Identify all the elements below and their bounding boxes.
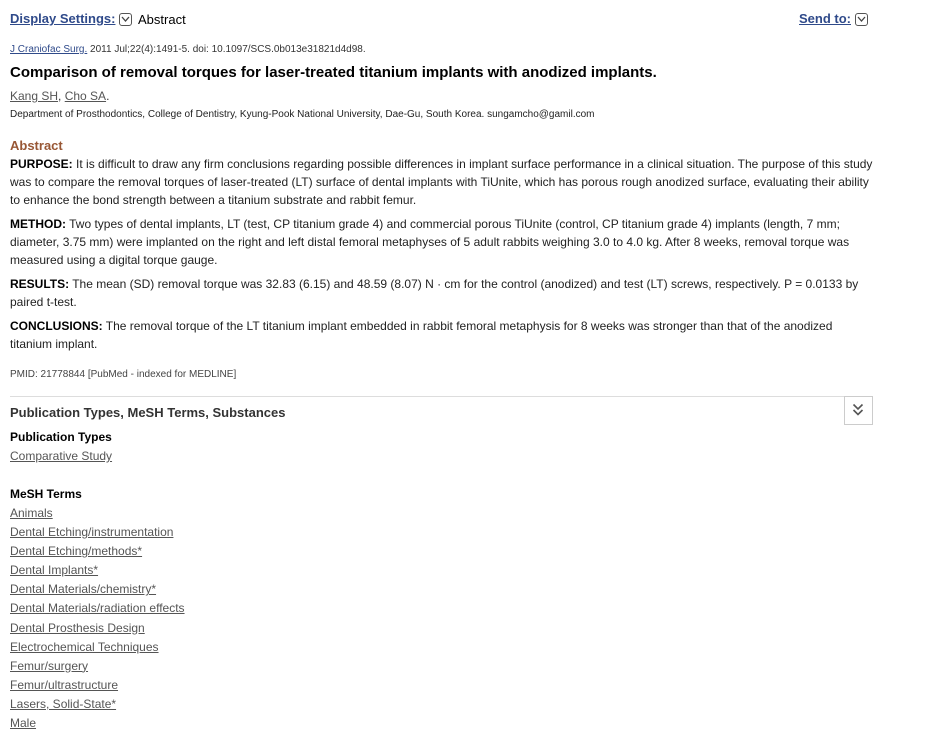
list-item (10, 581, 185, 600)
details-section-title[interactable]: Publication Types, MeSH Terms, Substances (10, 405, 286, 420)
publication-types-heading: Publication Types (10, 430, 112, 444)
list-item (10, 620, 185, 639)
collapse-toggle-button[interactable] (844, 396, 873, 425)
author-separator: , (58, 89, 65, 103)
list-item (10, 524, 185, 543)
abstract-section-label: CONCLUSIONS: (10, 319, 103, 333)
publication-type-link[interactable]: Comparative Study (10, 449, 113, 463)
list-item (10, 696, 185, 715)
display-format-value: Abstract (138, 12, 186, 27)
mesh-term-link[interactable]: Dental Etching/instrumentation (10, 525, 174, 540)
abstract-section-text: It is difficult to draw any firm conclusions regarding possible differences in implant surface performance in a clinical situation. The purpose of this study was to compare the removal torques of laser-treated (LT) surface of dental implants with TiUnite, which has porous rough anodized surface, evaluating their ability to enhance the bond strength between a titanium substrate and rabbit femur. (10, 157, 873, 207)
journal-link[interactable]: J Craniofac Surg. (10, 44, 88, 55)
double-chevron-down-icon (852, 403, 864, 417)
mesh-term-link[interactable]: Dental Etching/methods* (10, 544, 143, 559)
citation-details: 2011 Jul;22(4):1491-5. doi: 10.1097/SCS.0b013e31821d4d98. (87, 44, 366, 55)
abstract-heading: Abstract (10, 138, 63, 153)
top-bar (10, 0, 873, 38)
list-item (10, 715, 185, 734)
display-settings-link[interactable]: Display Settings: (10, 11, 116, 26)
mesh-term-link[interactable]: Dental Materials/radiation effects (10, 601, 185, 616)
list-item (10, 448, 112, 467)
abstract-section-label: PURPOSE: (10, 157, 73, 171)
mesh-term-link[interactable]: Male (10, 716, 37, 731)
author-list-end: . (106, 89, 110, 103)
send-to-link[interactable]: Send to: (799, 11, 851, 26)
abstract-section-method (10, 215, 873, 269)
abstract-section-results (10, 275, 873, 311)
mesh-term-link[interactable]: Animals (10, 506, 53, 520)
display-settings-chevron-down-icon[interactable] (119, 13, 132, 26)
abstract-section-conclusions (10, 317, 873, 353)
send-to-chevron-down-icon[interactable] (855, 13, 868, 26)
list-item (10, 600, 185, 619)
mesh-terms-list (10, 505, 185, 734)
mesh-term-link[interactable]: Dental Prosthesis Design (10, 620, 145, 635)
pmid-line: PMID: 21778844 [PubMed - indexed for MEDLINE] (10, 369, 237, 380)
abstract-page (10, 0, 873, 731)
author-link[interactable]: Kang SH (10, 89, 59, 103)
publication-types-list (10, 448, 112, 467)
list-item (10, 658, 185, 677)
mesh-term-link[interactable]: Femur/ultrastructure (10, 677, 119, 692)
citation (10, 44, 366, 55)
mesh-term-link[interactable]: Electrochemical Techniques (10, 639, 159, 654)
abstract-section-text: Two types of dental implants, LT (test, CP titanium grade 4) and commercial porous TiUnite (control, CP titanium grade 4) implants (length, 7 mm; diameter, 3.75 mm) were implanted on the right and left distal femoral metaphyses of 5 adult rabbits weighing 3.0 to 4.0 kg. After 8 weeks, removal torque was measured using a digital torque gauge. (10, 217, 850, 267)
list-item (10, 562, 185, 581)
mesh-term-link[interactable]: Lasers, Solid-State* (10, 696, 117, 711)
list-item (10, 505, 185, 524)
mesh-term-link[interactable]: Femur/surgery (10, 658, 89, 673)
mesh-terms-heading: MeSH Terms (10, 487, 82, 501)
mesh-term-link[interactable]: Dental Implants* (10, 563, 99, 578)
mesh-term-link[interactable]: Dental Materials/chemistry* (10, 582, 157, 597)
author-list (10, 89, 109, 103)
section-divider (10, 396, 873, 397)
abstract-section-label: METHOD: (10, 217, 66, 231)
list-item (10, 677, 185, 696)
abstract-text (10, 155, 873, 359)
author-link[interactable]: Cho SA (64, 89, 107, 103)
abstract-section-text: The mean (SD) removal torque was 32.83 (6.15) and 48.59 (8.07) N · cm for the control (anodized) and test (LT) screws, respectively. P = 0.0133 by paired t-test. (10, 277, 859, 309)
list-item (10, 639, 185, 658)
abstract-section-purpose (10, 155, 873, 209)
affiliation: Department of Prosthodontics, College of Dentistry, Kyung-Pook National University, Dae-Gu, South Korea. sungamcho@gamil.com (10, 109, 595, 120)
abstract-section-label: RESULTS: (10, 277, 70, 291)
abstract-section-text: The removal torque of the LT titanium implant embedded in rabbit femoral metaphysis for 8 weeks was stronger than that of the anodized titanium implant. (10, 319, 833, 351)
list-item (10, 543, 185, 562)
article-title: Comparison of removal torques for laser-treated titanium implants with anodized implants. (10, 64, 657, 81)
